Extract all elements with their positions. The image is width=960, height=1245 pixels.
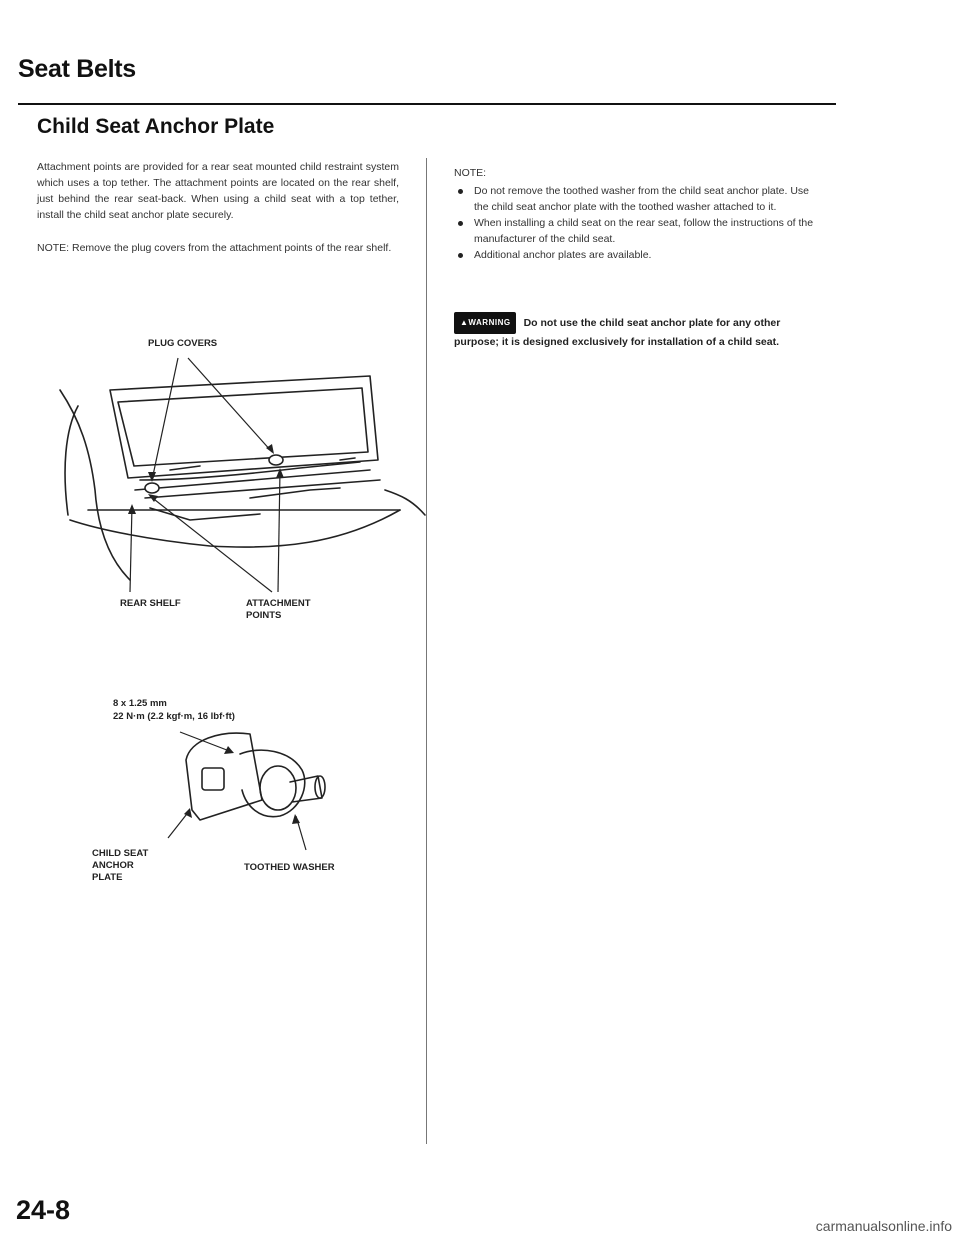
label-child-seat-anchor-plate: CHILD SEAT ANCHOR PLATE <box>92 848 149 883</box>
bullet-icon <box>458 221 463 226</box>
rear-shelf-diagram <box>40 330 430 650</box>
note-label: NOTE: <box>454 167 487 179</box>
header-rule <box>18 103 836 105</box>
intro-paragraph: Attachment points are provided for a rear seat mounted child restraint system which uses a top tether. The attachment points are located on the rear shelf, just behind the rear seat-back. When using a child seat with a top tether, install the child seat anchor plate securely. <box>37 161 399 221</box>
bullet-icon <box>458 253 463 258</box>
page-number: 24-8 <box>16 1195 71 1225</box>
warning-text: Do not use the child seat anchor plate for any other purpose; it is designed exclusively for installation of a child seat. <box>454 317 781 348</box>
bolt-size-spec: 8 x 1.25 mm <box>113 698 167 709</box>
bullet-icon <box>458 189 463 194</box>
plug-cover-note: NOTE: Remove the plug covers from the attachment points of the rear shelf. <box>37 242 392 254</box>
warning-badge: ▲WARNING <box>454 312 516 334</box>
label-rear-shelf: REAR SHELF <box>120 598 181 609</box>
column-divider <box>426 158 427 1144</box>
label-attachment-points: ATTACHMENT POINTS <box>246 598 311 621</box>
subsection-title: Child Seat Anchor Plate <box>37 115 275 138</box>
anchor-plate-diagram <box>120 720 380 860</box>
label-plug-covers: PLUG COVERS <box>148 338 218 349</box>
label-toothed-washer: TOOTHED WASHER <box>244 862 335 873</box>
list-item: Do not remove the toothed washer from the child seat anchor plate. Use the child seat anchor plate with the toothed washer attached to it. <box>454 183 824 215</box>
list-item: When installing a child seat on the rear seat, follow the instructions of the manufacturer of the child seat. <box>454 215 824 247</box>
warning-block <box>454 312 824 351</box>
torque-spec: 22 N·m (2.2 kgf·m, 16 lbf·ft) <box>113 711 235 722</box>
watermark: carmanualsonline.info <box>815 1218 952 1234</box>
list-item: Additional anchor plates are available. <box>454 247 824 263</box>
note-list <box>454 183 824 263</box>
section-title: Seat Belts <box>18 55 136 83</box>
